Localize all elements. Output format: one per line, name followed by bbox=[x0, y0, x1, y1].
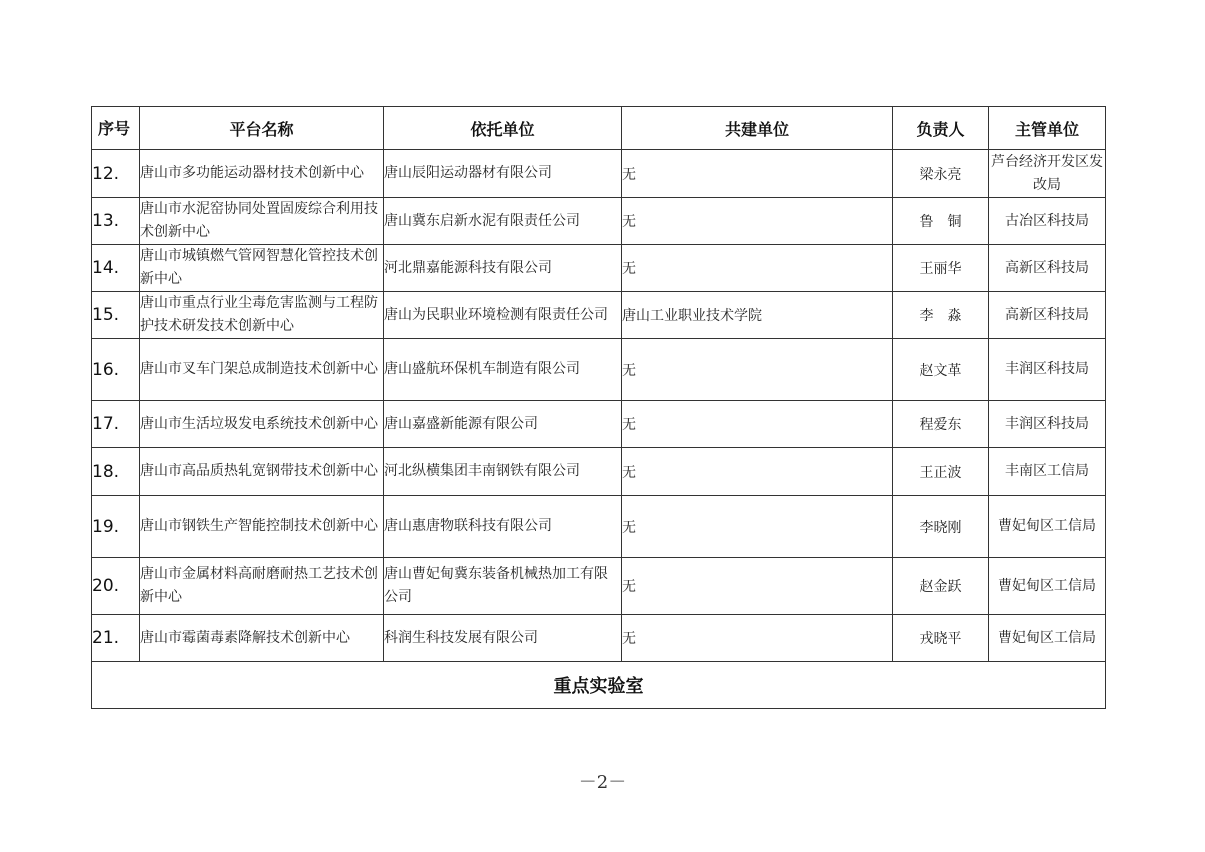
cell-co-unit: 无 bbox=[622, 448, 893, 496]
section-row bbox=[92, 662, 1106, 709]
cell-seq: 17. bbox=[92, 401, 140, 448]
table-row bbox=[92, 401, 1106, 448]
cell-co-unit: 无 bbox=[622, 339, 893, 401]
cell-seq: 13. bbox=[92, 198, 140, 245]
header-co-unit: 共建单位 bbox=[622, 107, 893, 150]
table-row bbox=[92, 292, 1106, 339]
table-row bbox=[92, 150, 1106, 198]
cell-host-unit: 河北纵横集团丰南钢铁有限公司 bbox=[384, 448, 622, 496]
cell-dept: 曹妃甸区工信局 bbox=[989, 615, 1106, 662]
cell-platform-name: 唐山市钢铁生产智能控制技术创新中心 bbox=[140, 496, 384, 558]
cell-host-unit: 唐山惠唐物联科技有限公司 bbox=[384, 496, 622, 558]
cell-dept: 丰润区科技局 bbox=[989, 339, 1106, 401]
header-platform-name: 平台名称 bbox=[140, 107, 384, 150]
header-dept: 主管单位 bbox=[989, 107, 1106, 150]
cell-co-unit: 无 bbox=[622, 198, 893, 245]
cell-seq: 20. bbox=[92, 558, 140, 615]
page-number: －2－ bbox=[578, 772, 627, 793]
cell-host-unit: 科润生科技发展有限公司 bbox=[384, 615, 622, 662]
table-row bbox=[92, 615, 1106, 662]
cell-person: 李 淼 bbox=[893, 292, 989, 339]
cell-person: 赵金跃 bbox=[893, 558, 989, 615]
cell-seq: 16. bbox=[92, 339, 140, 401]
cell-host-unit: 河北鼎嘉能源科技有限公司 bbox=[384, 245, 622, 292]
header-seq: 序号 bbox=[92, 107, 140, 150]
cell-person: 程爱东 bbox=[893, 401, 989, 448]
cell-platform-name: 唐山市重点行业尘毒危害监测与工程防护技术研发技术创新中心 bbox=[140, 292, 384, 339]
cell-seq: 12. bbox=[92, 150, 140, 198]
cell-co-unit: 无 bbox=[622, 496, 893, 558]
table-row bbox=[92, 558, 1106, 615]
cell-host-unit: 唐山盛航环保机车制造有限公司 bbox=[384, 339, 622, 401]
cell-person: 李晓刚 bbox=[893, 496, 989, 558]
table-row bbox=[92, 496, 1106, 558]
section-title-key-laboratory: 重点实验室 bbox=[92, 662, 1106, 709]
cell-host-unit: 唐山辰阳运动器材有限公司 bbox=[384, 150, 622, 198]
cell-person: 王丽华 bbox=[893, 245, 989, 292]
cell-person: 戎晓平 bbox=[893, 615, 989, 662]
cell-host-unit: 唐山嘉盛新能源有限公司 bbox=[384, 401, 622, 448]
cell-person: 鲁 铜 bbox=[893, 198, 989, 245]
cell-platform-name: 唐山市叉车门架总成制造技术创新中心 bbox=[140, 339, 384, 401]
cell-platform-name: 唐山市霉菌毒素降解技术创新中心 bbox=[140, 615, 384, 662]
table-row bbox=[92, 448, 1106, 496]
cell-dept: 高新区科技局 bbox=[989, 292, 1106, 339]
header-host-unit: 依托单位 bbox=[384, 107, 622, 150]
cell-platform-name: 唐山市多功能运动器材技术创新中心 bbox=[140, 150, 384, 198]
cell-dept: 曹妃甸区工信局 bbox=[989, 496, 1106, 558]
cell-person: 梁永亮 bbox=[893, 150, 989, 198]
cell-co-unit: 无 bbox=[622, 558, 893, 615]
cell-platform-name: 唐山市高品质热轧宽钢带技术创新中心 bbox=[140, 448, 384, 496]
platform-table bbox=[91, 106, 1106, 709]
cell-co-unit: 无 bbox=[622, 150, 893, 198]
cell-dept: 曹妃甸区工信局 bbox=[989, 558, 1106, 615]
cell-seq: 18. bbox=[92, 448, 140, 496]
cell-dept: 丰润区科技局 bbox=[989, 401, 1106, 448]
cell-dept: 芦台经济开发区发改局 bbox=[989, 150, 1106, 198]
table-header-row bbox=[92, 107, 1106, 150]
table-row bbox=[92, 245, 1106, 292]
cell-platform-name: 唐山市水泥窑协同处置固废综合利用技术创新中心 bbox=[140, 198, 384, 245]
cell-co-unit: 无 bbox=[622, 245, 893, 292]
cell-person: 王正波 bbox=[893, 448, 989, 496]
cell-dept: 古冶区科技局 bbox=[989, 198, 1106, 245]
cell-platform-name: 唐山市金属材料高耐磨耐热工艺技术创新中心 bbox=[140, 558, 384, 615]
header-person: 负责人 bbox=[893, 107, 989, 150]
cell-person: 赵文革 bbox=[893, 339, 989, 401]
cell-seq: 21. bbox=[92, 615, 140, 662]
cell-co-unit: 无 bbox=[622, 401, 893, 448]
cell-co-unit: 唐山工业职业技术学院 bbox=[622, 292, 893, 339]
cell-platform-name: 唐山市生活垃圾发电系统技术创新中心 bbox=[140, 401, 384, 448]
cell-dept: 丰南区工信局 bbox=[989, 448, 1106, 496]
cell-platform-name: 唐山市城镇燃气管网智慧化管控技术创新中心 bbox=[140, 245, 384, 292]
table-row bbox=[92, 339, 1106, 401]
table-row bbox=[92, 198, 1106, 245]
cell-seq: 14. bbox=[92, 245, 140, 292]
cell-co-unit: 无 bbox=[622, 615, 893, 662]
cell-host-unit: 唐山曹妃甸冀东装备机械热加工有限公司 bbox=[384, 558, 622, 615]
cell-seq: 15. bbox=[92, 292, 140, 339]
cell-seq: 19. bbox=[92, 496, 140, 558]
cell-host-unit: 唐山冀东启新水泥有限责任公司 bbox=[384, 198, 622, 245]
cell-host-unit: 唐山为民职业环境检测有限责任公司 bbox=[384, 292, 622, 339]
cell-dept: 高新区科技局 bbox=[989, 245, 1106, 292]
